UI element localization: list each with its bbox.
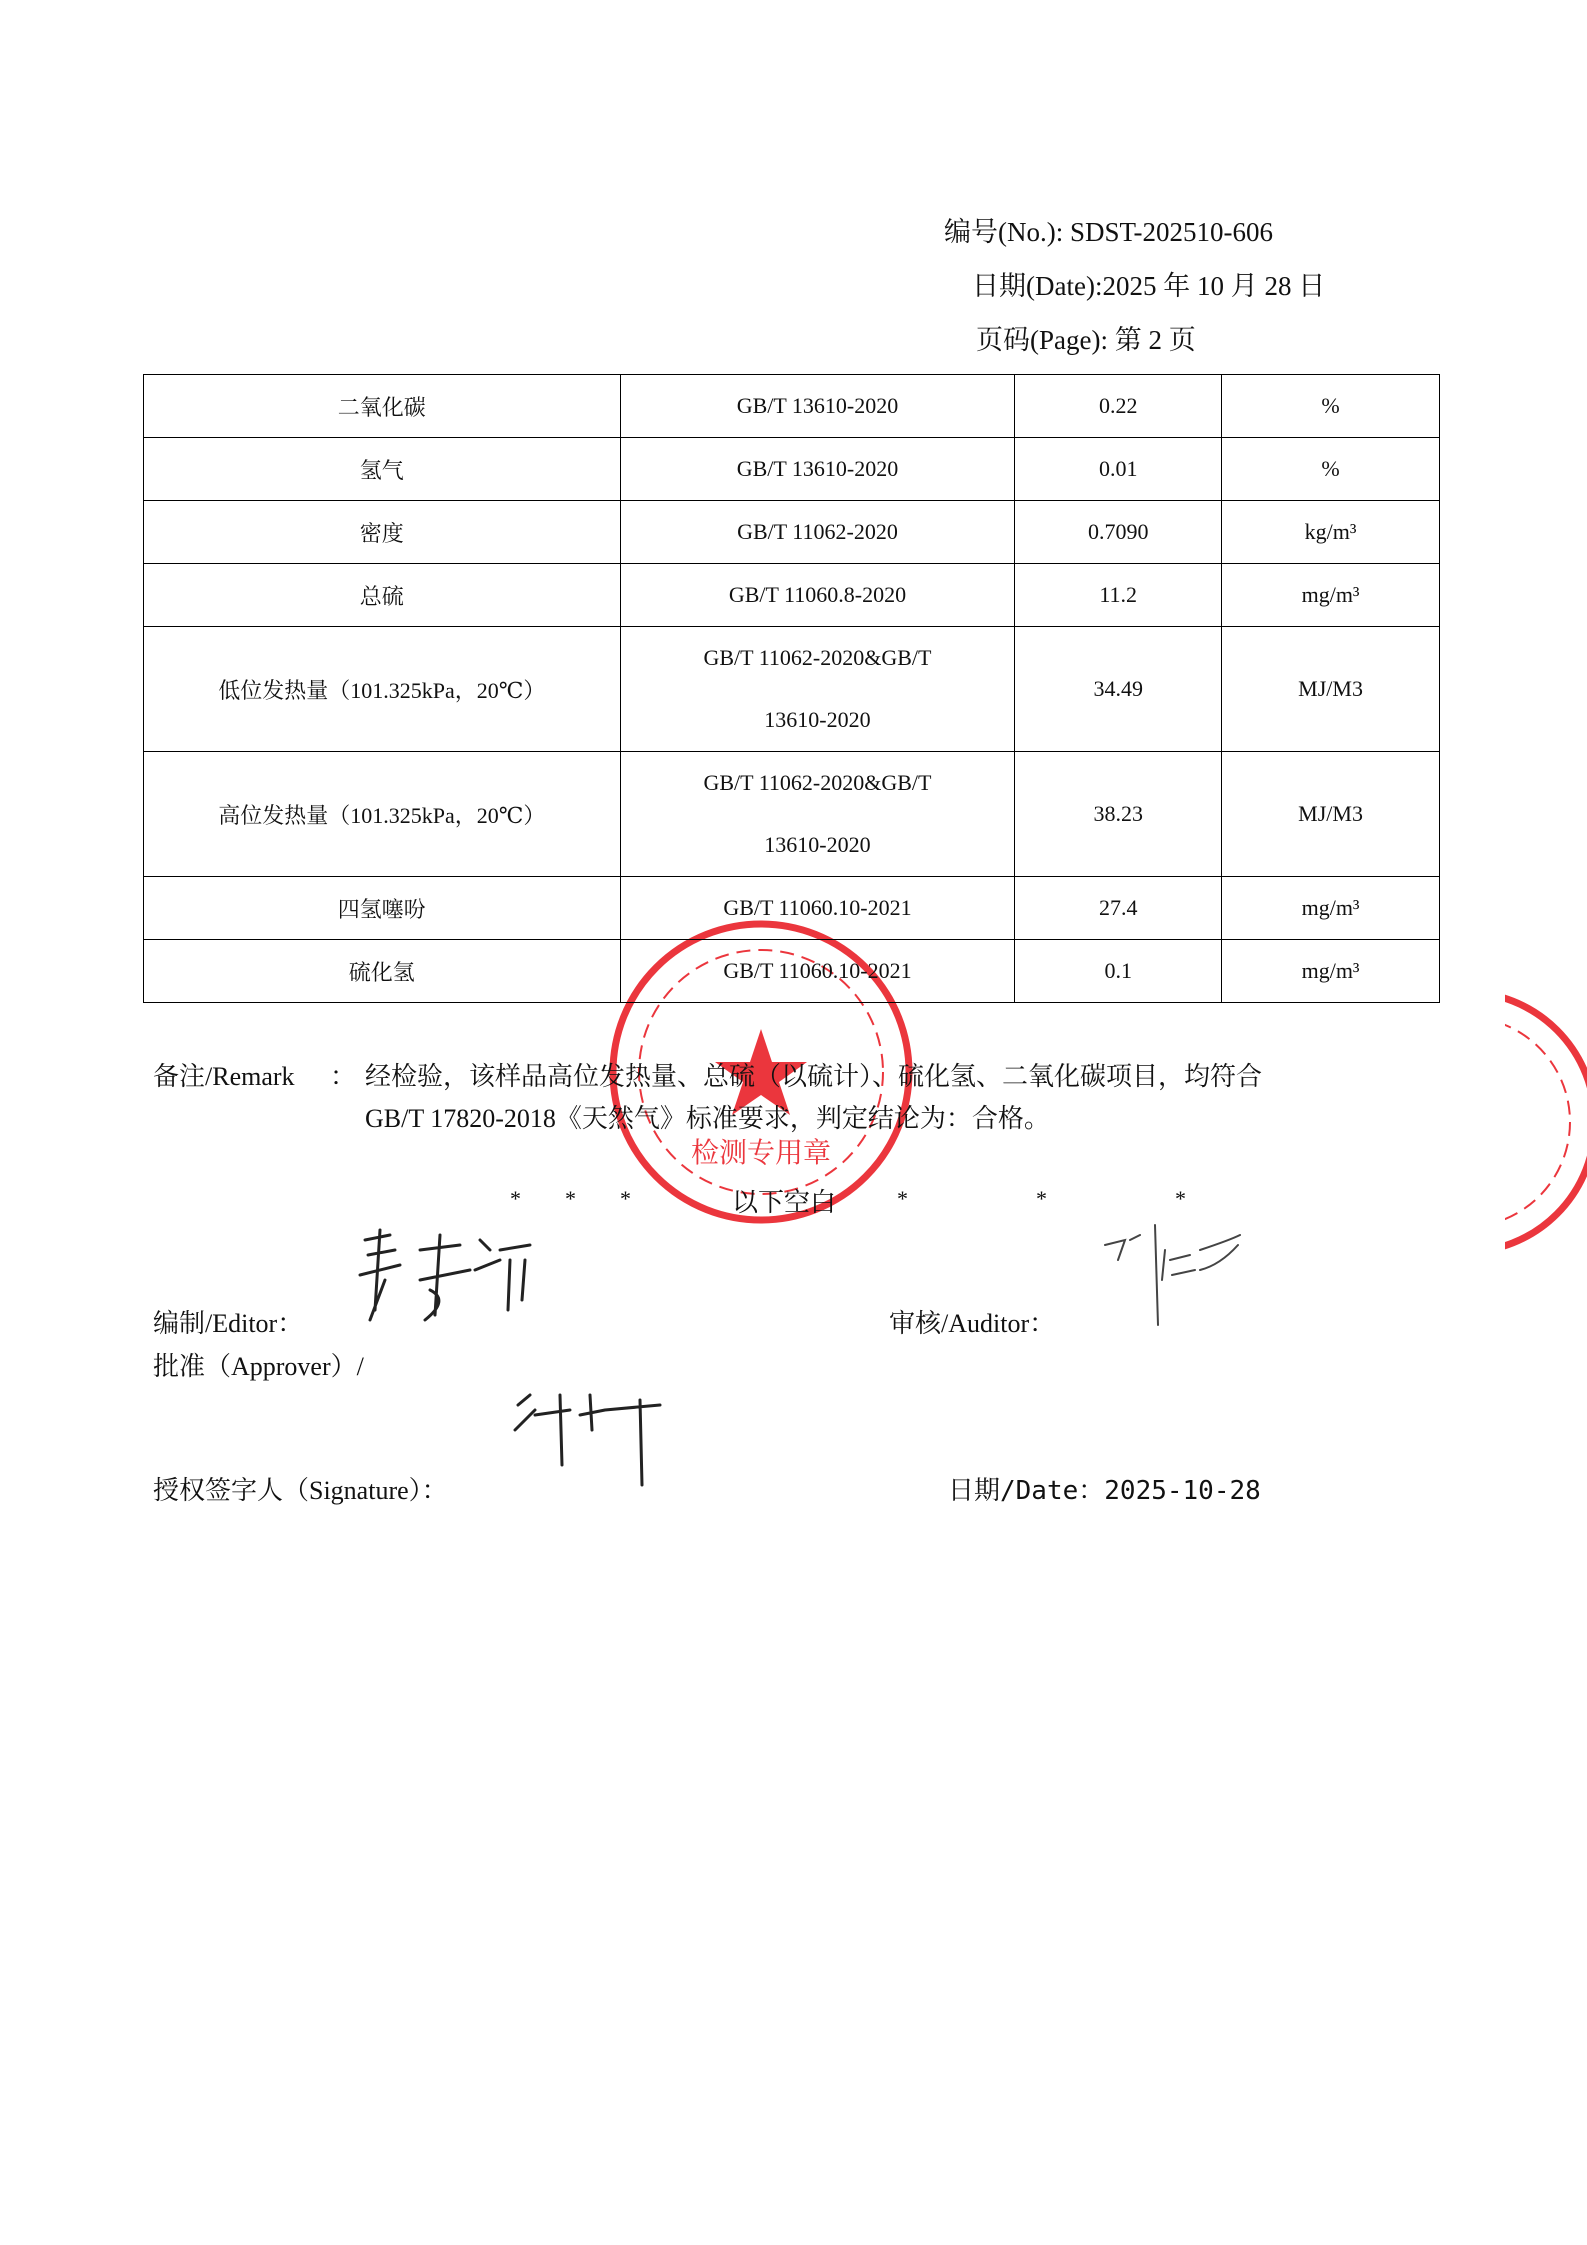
test-method-line: GB/T 11060.10-2021 bbox=[723, 958, 912, 983]
test-unit: mg/m³ bbox=[1222, 940, 1440, 1003]
remark-line-1: 经检验，该样品高位发热量、总硫（以硫计）、硫化氢、二氧化碳项目，均符合 bbox=[365, 1062, 1263, 1091]
test-method bbox=[620, 564, 1015, 627]
test-method-line: GB/T 11060.10-2021 bbox=[723, 895, 912, 920]
blank-stars-right: * * * bbox=[897, 1186, 1215, 1211]
test-item: 总硫 bbox=[144, 564, 621, 627]
test-item: 低位发热量（101.325kPa，20℃） bbox=[144, 627, 621, 752]
test-item: 四氢噻吩 bbox=[144, 877, 621, 940]
sign-date: 日期/Date：2025-10-28 bbox=[948, 1476, 1261, 1506]
results-table bbox=[143, 374, 1440, 1003]
test-item: 高位发热量（101.325kPa，20℃） bbox=[144, 752, 621, 877]
table-row bbox=[144, 438, 1440, 501]
test-method-line: GB/T 13610-2020 bbox=[736, 456, 899, 481]
table-row bbox=[144, 627, 1440, 752]
table-row bbox=[144, 564, 1440, 627]
blank-marker: 以下空白 bbox=[732, 1188, 837, 1217]
test-method bbox=[620, 752, 1015, 877]
test-unit: mg/m³ bbox=[1222, 877, 1440, 940]
test-value: 38.23 bbox=[1015, 752, 1222, 877]
test-item: 硫化氢 bbox=[144, 940, 621, 1003]
editor-signature bbox=[350, 1220, 540, 1330]
test-value: 0.1 bbox=[1015, 940, 1222, 1003]
seal-text: 检测专用章 bbox=[690, 1136, 832, 1169]
approver-label: 批准（Approver）/ bbox=[153, 1352, 364, 1381]
test-unit: kg/m³ bbox=[1222, 501, 1440, 564]
test-method bbox=[620, 627, 1015, 752]
table-row bbox=[144, 877, 1440, 940]
test-item: 二氧化碳 bbox=[144, 375, 621, 438]
report-number: 编号(No.): SDST-202510-606 bbox=[944, 217, 1274, 247]
test-method-line: 13610-2020 bbox=[764, 707, 871, 732]
test-unit: mg/m³ bbox=[1222, 564, 1440, 627]
blank-stars-left: * * * bbox=[510, 1186, 632, 1211]
signatory-signature bbox=[510, 1385, 670, 1495]
editor-label: 编制/Editor： bbox=[153, 1309, 304, 1338]
test-unit: % bbox=[1222, 375, 1440, 438]
table-row bbox=[144, 940, 1440, 1003]
test-method bbox=[620, 877, 1015, 940]
table-row bbox=[144, 501, 1440, 564]
remark-colon: ： bbox=[330, 1062, 357, 1091]
test-method-line: GB/T 11062-2020&GB/T bbox=[703, 645, 932, 670]
test-method bbox=[620, 940, 1015, 1003]
test-unit: MJ/M3 bbox=[1222, 627, 1440, 752]
test-unit: % bbox=[1222, 438, 1440, 501]
test-method bbox=[620, 375, 1015, 438]
test-method-line: GB/T 13610-2020 bbox=[736, 393, 899, 418]
test-unit: MJ/M3 bbox=[1222, 752, 1440, 877]
table-row bbox=[144, 375, 1440, 438]
test-method-line: 13610-2020 bbox=[764, 832, 871, 857]
table-row bbox=[144, 752, 1440, 877]
test-value: 0.22 bbox=[1015, 375, 1222, 438]
partial-seal bbox=[1505, 985, 1587, 1260]
test-value: 11.2 bbox=[1015, 564, 1222, 627]
test-value: 27.4 bbox=[1015, 877, 1222, 940]
test-method-line: GB/T 11062-2020&GB/T bbox=[703, 770, 932, 795]
signatory-label: 授权签字人（Signature）： bbox=[153, 1476, 448, 1505]
test-value: 0.01 bbox=[1015, 438, 1222, 501]
report-date: 日期(Date):2025 年 10 月 28 日 bbox=[972, 271, 1326, 301]
test-method-line: GB/T 11062-2020 bbox=[737, 519, 898, 544]
page-number: 页码(Page): 第 2 页 bbox=[976, 325, 1196, 355]
test-item: 密度 bbox=[144, 501, 621, 564]
auditor-signature bbox=[1100, 1220, 1250, 1330]
remark-line-2: GB/T 17820-2018《天然气》标准要求，判定结论为：合格。 bbox=[365, 1104, 1050, 1133]
auditor-label: 审核/Auditor： bbox=[889, 1309, 1056, 1338]
test-value: 34.49 bbox=[1015, 627, 1222, 752]
remark-label: 备注/Remark bbox=[153, 1062, 295, 1091]
test-method-line: GB/T 11060.8-2020 bbox=[728, 582, 907, 607]
test-method bbox=[620, 501, 1015, 564]
test-method bbox=[620, 438, 1015, 501]
test-value: 0.7090 bbox=[1015, 501, 1222, 564]
test-item: 氢气 bbox=[144, 438, 621, 501]
